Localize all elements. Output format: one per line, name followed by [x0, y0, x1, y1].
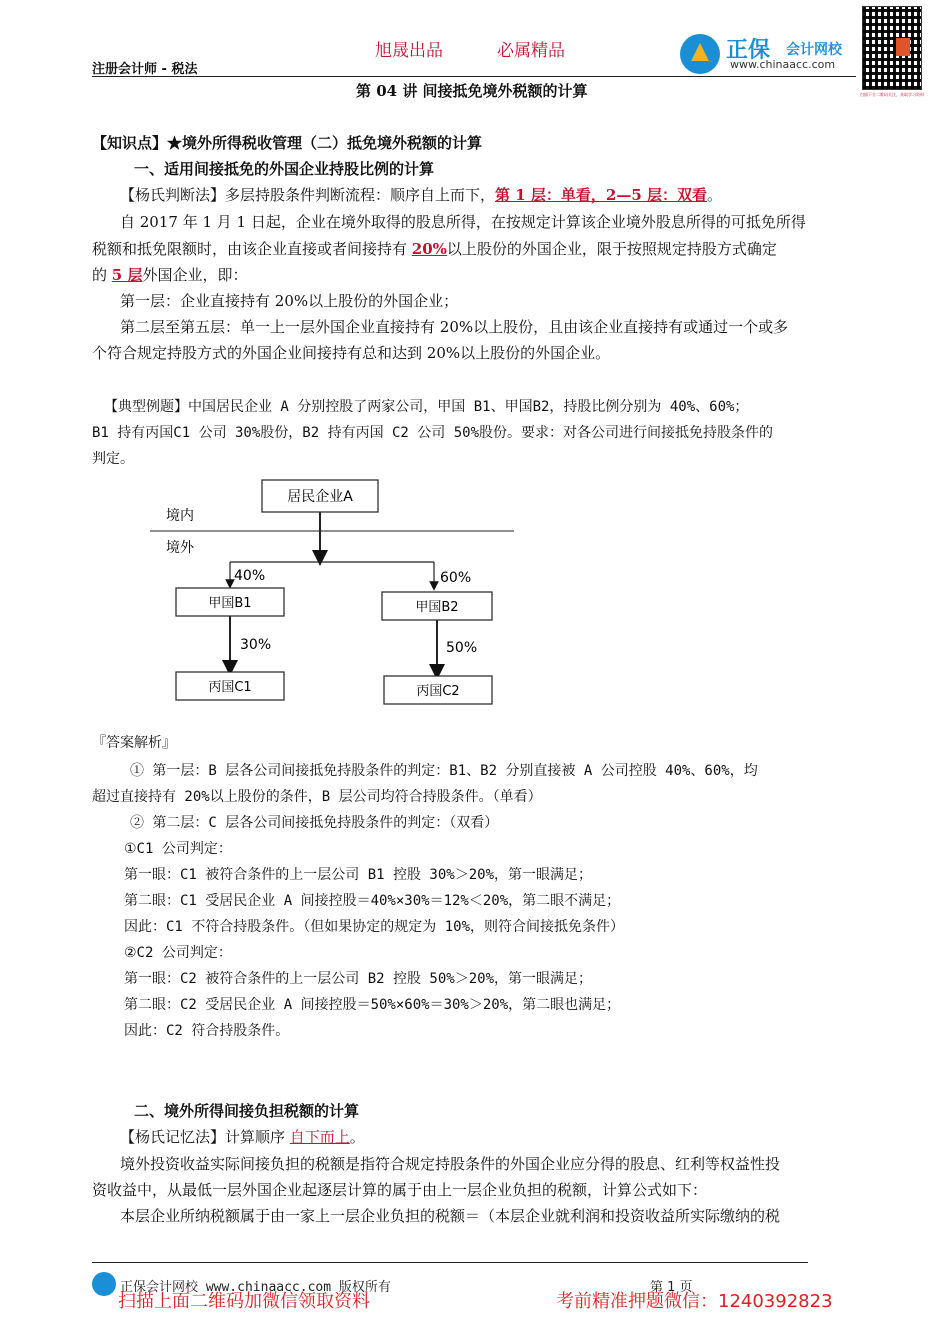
memory-tip-label: 【杨氏记忆法】计算顺序	[120, 1128, 290, 1146]
c2-conclusion: 因此：C2 符合持股条件。	[124, 1023, 290, 1039]
answer-label: 『答案解析』	[92, 735, 176, 751]
footer-qr-promo: 扫描上面二维码加微信领取资料	[118, 1291, 370, 1312]
c1-conclusion: 因此：C1 不符合持股条件。（但如果协定的规定为 10%，则符合间接抵免条件）	[124, 919, 624, 935]
label-resident-a: 居民企业A	[287, 489, 353, 505]
label-domestic: 境内	[166, 508, 194, 524]
qr-code-icon	[862, 6, 922, 90]
answer-step2: ② 第二层：C 层各公司间接抵免持股条件的判定：（双看）	[130, 815, 499, 831]
memory-tip-end: 。	[349, 1128, 365, 1146]
label-c2: 丙国C2	[416, 684, 460, 699]
example-line1: 【典型例题】中国居民企业 A 分别控股了两家公司，甲国 B1、甲国B2，持股比例分别为 40%、60%；	[104, 399, 749, 415]
layer1-text: 第一层：企业直接持有 20%以上股份的外国企业；	[120, 292, 459, 310]
tip-highlight: 第 1 层：单看，2—5 层：双看	[495, 186, 707, 204]
c1-heading: ①C1 公司判定：	[124, 841, 232, 857]
c2-look2: 第二眼：C2 受居民企业 A 间接控股＝50%×60%＝30%＞20%，第二眼也满足；	[124, 997, 621, 1013]
section2-heading: 二、境外所得间接负担税额的计算	[134, 1102, 360, 1120]
para1-line2	[92, 238, 777, 259]
para1-highlight-20: 20%	[411, 240, 447, 258]
c2-heading: ②C2 公司判定：	[124, 945, 232, 961]
para1-line2-pre: 税额和抵免限额时，由该企业直接或者间接持有	[92, 240, 412, 258]
example-line2: B1 持有丙国C1 公司 30%股份，B2 持有丙国 C2 公司 50%股份。要求：对各公司进行间接抵免持股条件的	[92, 425, 774, 441]
para1-line2-post: 以上股份的外国企业，限于按照规定持股方式确定	[446, 240, 777, 258]
pct-b1: 40%	[234, 568, 266, 584]
yang-memory-tip	[120, 1126, 365, 1147]
para1-line3-pre: 的	[92, 266, 112, 284]
knowledge-heading: 【知识点】★境外所得税收管理（二）抵免境外税额的计算	[92, 134, 483, 152]
para1-line3	[92, 264, 247, 285]
answer-step1-line2: 超过直接持有 20%以上股份的条件，B 层公司均符合持股条件。（单看）	[92, 789, 542, 805]
example-line3: 判定。	[92, 451, 134, 467]
tip-end: 。	[707, 186, 723, 204]
c1-look1: 第一眼：C1 被符合条件的上一层公司 B1 控股 30%＞20%，第一眼满足；	[124, 867, 593, 883]
qr-caption: 扫描下方二维码关注，获取学习资料	[860, 92, 924, 97]
label-foreign: 境外	[166, 540, 194, 556]
section2-para1-line1: 境外投资收益实际间接负担的税额是指符合规定持股条件的外国企业应分得的股息、红利等权益性投	[120, 1155, 781, 1173]
chinaacc-logo-icon	[680, 34, 720, 74]
label-b1: 甲国B1	[208, 596, 252, 611]
footer-wechat-promo: 考前精准押题微信：1240392823	[556, 1291, 833, 1312]
section1-subheading: 一、适用间接抵免的外国企业持股比例的计算	[134, 160, 435, 178]
label-b2: 甲国B2	[415, 600, 459, 615]
c1-look2: 第二眼：C1 受居民企业 A 间接控股＝40%×30%＝12%＜20%，第二眼不满足；	[124, 893, 621, 909]
qr-badge-icon	[896, 38, 910, 56]
logo-brand: 正保	[726, 38, 771, 63]
footer-divider	[92, 1262, 808, 1263]
header-slogan-1: 旭晟出品	[375, 41, 443, 61]
footer-logo-icon	[92, 1272, 116, 1296]
pct-b2: 60%	[440, 570, 472, 586]
page-title: 第 04 讲 间接抵免境外税额的计算	[356, 82, 588, 100]
pct-c1: 30%	[240, 637, 272, 653]
answer-step1-line1: ① 第一层：B 层各公司间接抵免持股条件的判定：B1、B2 分别直接被 A 公司控股 40%、60%，均	[130, 763, 758, 779]
header-course-name: 注册会计师 - 税法	[92, 62, 198, 77]
footer-copyright: 正保会计网校 www.chinaacc.com 版权所有	[120, 1280, 391, 1295]
section2-para2: 本层企业所纳税额属于由一家上一层企业负担的税额＝（本层企业就利润和投资收益所实际缴纳的税	[120, 1207, 781, 1225]
footer-page-number: 第 1 页	[650, 1280, 693, 1295]
c2-look1: 第一眼：C2 被符合条件的上一层公司 B2 控股 50%＞20%，第一眼满足；	[124, 971, 593, 987]
ownership-diagram	[150, 476, 520, 714]
logo-url: www.chinaacc.com	[730, 58, 836, 71]
layer2-5-text-line2: 个符合规定持股方式的外国企业间接持有总和达到 20%以上股份的外国企业。	[92, 344, 611, 362]
logo-brand-sub: 会计网校	[786, 42, 842, 58]
tip-label: 【杨氏判断法】多层持股条件判断流程：顺序自上而下，	[120, 186, 496, 204]
header-divider	[92, 76, 856, 77]
para1-highlight-5-layers: 5 层	[111, 266, 143, 284]
para1-line3-post: 外国企业，即：	[142, 266, 248, 284]
yang-judgment-tip	[120, 184, 722, 205]
header-slogan-2: 必属精品	[497, 41, 565, 61]
label-c1: 丙国C1	[208, 680, 252, 695]
memory-tip-highlight: 自下而上	[289, 1128, 350, 1146]
layer2-5-text-line1: 第二层至第五层：单一上一层外国企业直接持有 20%以上股份，且由该企业直接持有或通过一个或多	[120, 318, 789, 336]
pct-c2: 50%	[446, 640, 478, 656]
para1-line1: 自 2017 年 1 月 1 日起，企业在境外取得的股息所得，在按规定计算该企业境外股息所得的可抵免所得	[120, 213, 806, 231]
section2-para1-line2: 资收益中，从最低一层外国企业起逐层计算的属于由上一层企业负担的税额，计算公式如下：	[92, 1181, 708, 1199]
